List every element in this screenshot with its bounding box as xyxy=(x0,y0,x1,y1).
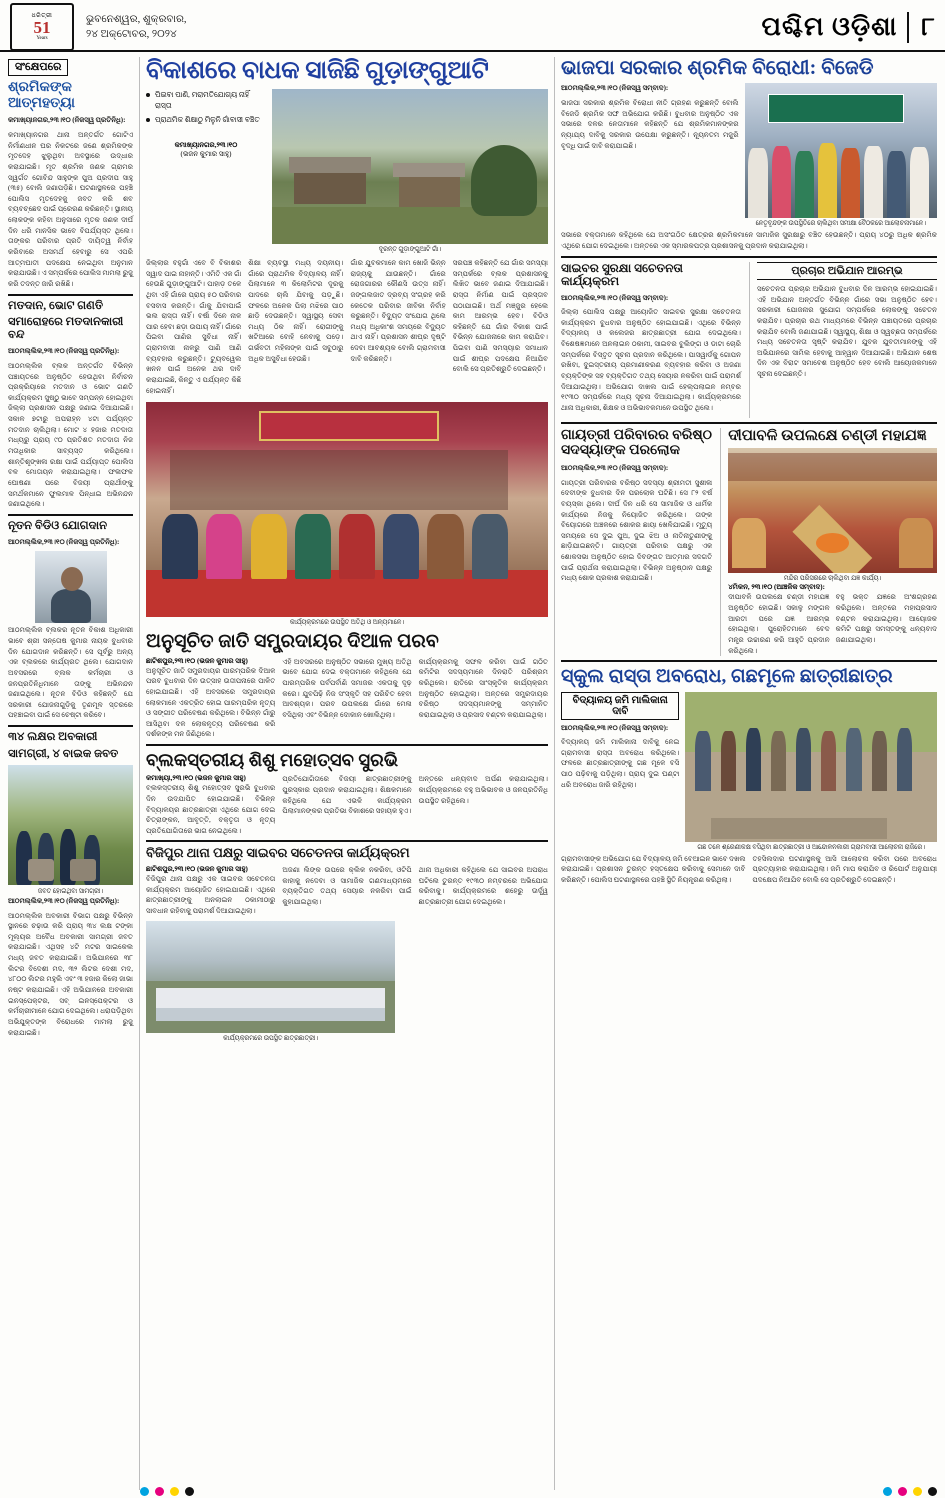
brief-2-text: ଆଠମଲ୍ଲିକ ବ୍ଲକ ଅନ୍ତର୍ଗତ ବିଭିନ୍ନ ପଞ୍ଚାୟତରେ ଅନୁଷ୍ଠିତ ହେଉଥିବା ନିର୍ବାଚନ ପ୍ରକ୍ରିୟାରେ ମତଦାନ ଓ ଭୋଟ ଗଣତି କାର୍ଯ୍ୟକ୍ରମ ସୁଷ୍ଠୁ ଭାବେ ସମ୍ପନ୍ନ ହୋଇଥିବା ଜିଲ୍ଲା ପ୍ରଶାସନ ପକ୍ଷରୁ ଜଣାଇ ଦିଆଯାଇଛି। ସକାଳ ୭ଟାରୁ ଅପରାହ୍ନ ୪ଟା ପର୍ଯ୍ୟନ୍ତ ମତଦାନ ଚାଲିଥିଲା। ମୋଟ ୪ ହଜାର ମତଦାତା ମଧ୍ୟରୁ ପ୍ରାୟ ୯୦ ପ୍ରତିଶତ ମତଦାତା ନିଜ ମତାଧିକାର ସାବ୍ୟସ୍ତ କରିଥିଲେ। ଶାନ୍ତିଶୃଙ୍ଖଳା ରକ୍ଷା ପାଇଁ ପର୍ଯ୍ୟାପ୍ତ ପୋଲିସ ବଳ ମୋତାୟନ କରାଯାଇଥିଲା। ଫଳାଫଳ ଘୋଷଣା ପରେ ବିଜୟୀ ପ୍ରାର୍ଥୀଙ୍କୁ ସମର୍ଥକମାନେ ଫୁଲମାଳ ପିନ୍ଧାଇ ଅଭିନନ୍ଦନ ଜଣାଇଥିଲେ। xyxy=(8,361,133,509)
bottom-col-2: ଅଜଣା ଲିଙ୍କ ଉପରେ କ୍ଲିକ ନକରିବା, ଓଟିପି କାହାକୁ ନଦେବା ଓ ସାମାଜିକ ଗଣମାଧ୍ୟମରେ ବ୍ୟକ୍ତିଗତ ତଥ୍ୟ ସେୟାର ନକରିବା ପାଇଁ କୁହାଯାଇଥିଲା। xyxy=(282,865,412,906)
protest-text-columns xyxy=(561,854,937,886)
protest-col-2: ଗ୍ରାମବାସୀଙ୍କ ଅଭିଯୋଗ ଯେ ବିଦ୍ୟାଳୟ ଜମି ବେଆଇନ ଭାବେ ଦଖଲ କରାଯାଇଛି। ପ୍ରଶାସନ ତୁରନ୍ତ ହସ୍ତକ୍ଷେପ କରିବାକୁ ସେମାନେ ଦାବି କରିଛନ୍ତି। ପୋଲିସ ଘଟଣାସ୍ଥଳରେ ପହଞ୍ଚି ସ୍ଥିତି ନିୟନ୍ତ୍ରଣ କରିଥିଲା। xyxy=(561,854,746,884)
dateline xyxy=(86,12,187,42)
brief-2-headline: ମତଦାନ, ଭୋଟ ଗଣତି xyxy=(8,299,104,312)
protest-photo xyxy=(685,692,937,842)
mid-dateline: ଛାଟିଶପୁର,୨୩।୧୦ (ଭଜନ କୁମାର ସାହୁ) xyxy=(146,656,248,665)
puja-article xyxy=(720,428,937,657)
puja-photo-caption: ମନ୍ଦିର ପରିସରରେ ଚାଲିଥିବା ଯଜ୍ଞ କାର୍ଯ୍ୟ। xyxy=(783,575,882,583)
footer-registration-dots-right xyxy=(0,1484,945,1498)
lead-text-columns xyxy=(146,258,548,396)
brief-4-headline: ୩୪ ଲକ୍ଷର ଅବକାରୀ xyxy=(8,731,98,744)
brief-3-headline: ନୂତନ ବିଡିଓ ଯୋଗଦାନ xyxy=(8,519,108,532)
puja-dateline: ୪ମିକନ, ୨୩।୧୦ (ଆଞ୍ଚଳିକ ସମ୍ବାଦ): xyxy=(728,583,825,592)
protest-left xyxy=(561,692,679,852)
lead-col-3: ଗାଁର ଯୁବକମାନେ କାମ ଖୋଜି ଭିନ୍ନ ରାଜ୍ୟକୁ ଯାଉଛନ୍ତି। ଗାଁରେ ରୋଜଗାରର କୌଣସି ଉତ୍ସ ନାହିଁ। ଜଙ୍ଗଲଜାତ ଦ୍ରବ୍ୟ ସଂଗ୍ରହ କରି କେତେକ ପରିବାର ଜୀବିକା ନିର୍ବାହ କରୁଛନ୍ତି। ବିଦ୍ୟୁତ ସଂଯୋଗ ଥିଲେ ମଧ୍ୟ ଅଧିକାଂଶ ସମୟରେ ବିଦ୍ୟୁତ ଥାଏ ନାହିଁ। ପ୍ରଶାସନ ଶୀଘ୍ର ଦୃଷ୍ଟି ଦେବା ଆବଶ୍ୟକ ବୋଲି ଗ୍ରାମବାସୀ ଦାବି କରିଛନ୍ତି। xyxy=(350,259,446,363)
protest-photo-caption: ଗଛ ତଳେ ଶ୍ରେଣୀକକ୍ଷ ବସିଥିବା ଛାତ୍ରଛାତ୍ରୀ ଓ ଆନ୍ଦୋଳନକାରୀ ଗ୍ରାମବାସୀ ଆଲୋଚନା ରାଜିରେ। xyxy=(697,843,926,851)
mid-photo xyxy=(146,402,548,617)
mid-photo-caption: କାର୍ଯ୍ୟକ୍ରମରେ ଉପସ୍ଥିତ ଅତିଥି ଓ ଅନ୍ୟମାନେ। xyxy=(289,619,405,627)
brief-section-label: ସଂକ୍ଷେପରେ xyxy=(8,59,68,76)
bottom-col-3: ଥାନା ଅଧିକାରୀ କହିଥିଲେ ଯେ ସାଇବର ଅପରାଧ ଘଟିଲେ ତୁରନ୍ତ ୧୯୩୦ ନମ୍ବରରେ ଅଭିଯୋଗ କରିବାକୁ। କାର୍ଯ୍ୟକ୍ରମରେ ଶହେରୁ ଊର୍ଦ୍ଧ୍ୱ ଛାତ୍ରଛାତ୍ରୀ ଯୋଗ ଦେଇଥିଲେ। xyxy=(418,865,548,906)
brief-1-body xyxy=(8,115,133,289)
page-number: ୮ xyxy=(907,12,935,43)
bottom-dateline: ଛାଟିଶପୁର,୨୩।୧୦ (ଭଜନ କୁମାର ସାହୁ) xyxy=(146,864,248,873)
bottom-photo xyxy=(146,921,395,1033)
right-mid-block xyxy=(561,262,937,418)
mid-col-3: କାର୍ଯ୍ୟକ୍ରମକୁ ସଫଳ କରିବା ପାଇଁ ଗଠିତ କମିଟିର ସଦସ୍ୟମାନେ ଦିନରାତି ପରିଶ୍ରମ କରିଥିଲେ। ରାତିରେ ସାଂସ୍କୃତିକ କାର୍ଯ୍ୟକ୍ରମ ଅନୁଷ୍ଠିତ ହୋଇଥିଲା। ଅନ୍ତରେ ସମ୍ପ୍ରଦାୟର ବରିଷ୍ଠ ସଦସ୍ୟମାନଙ୍କୁ ସମ୍ମାନିତ କରାଯାଇଥିଲା ଓ ପ୍ରସାଦ ବଣ୍ଟନ କରାଯାଇଥିଲା। xyxy=(418,657,548,719)
lead-col-4: ସରପଞ୍ଚ କହିଛନ୍ତି ଯେ ଗାଁର ସମସ୍ୟା ସମ୍ପର୍କରେ ବ୍ଲକ ପ୍ରଶାସନକୁ ଲିଖିତ ଭାବେ ଜଣାଇ ଦିଆଯାଇଛି। ରାସ୍ତା ନିର୍ମାଣ ପାଇଁ ପ୍ରସ୍ତାବ ପଠାଯାଇଛି। ଅର୍ଥ ମଞ୍ଜୁର ହେଲେ କାମ ଆରମ୍ଭ ହେବ। ବିଡିଓ କହିଛନ୍ତି ଯେ ଗାଁର ବିକାଶ ପାଇଁ ବିଭିନ୍ନ ଯୋଜନାରେ କାମ କରାଯିବ। ପିଇବା ପାଣି ସମସ୍ୟାର ସମାଧାନ ପାଇଁ ଶୀଘ୍ର ପଦକ୍ଷେପ ନିଆଯିବ ବୋଲି ସେ ପ୍ରତିଶ୍ରୁତି ଦେଇଛନ୍ତି। xyxy=(452,259,548,374)
lower-col-2: ପ୍ରତିଯୋଗିତାରେ ବିଜୟୀ ଛାତ୍ରଛାତ୍ରୀଙ୍କୁ ପୁରସ୍କାର ପ୍ରଦାନ କରାଯାଇଥିଲା। ଶିକ୍ଷକମାନେ କହିଥିଲେ ଯେ ଏଭଳି କାର୍ଯ୍ୟକ୍ରମ ପିଲାମାନଙ୍କର ପ୍ରତିଭା ବିକାଶରେ ସହାୟକ ହୁଏ। xyxy=(282,775,412,816)
right-mid-left-text: ଜିଲ୍ଲା ପୋଲିସ ପକ୍ଷରୁ ଆୟୋଜିତ ସାଇବର ସୁରକ୍ଷା ସଚେତନତା କାର୍ଯ୍ୟକ୍ରମ ବୁଧବାର ଅନୁଷ୍ଠିତ ହୋଇଯାଇଛି। ଏଥିରେ ବିଭିନ୍ନ ବିଦ୍ୟାଳୟ ଓ କଲେଜର ଛାତ୍ରଛାତ୍ରୀ ଯୋଗ ଦେଇଥିଲେ। ବିଶେଷଜ୍ଞମାନେ ଅନଲାଇନ ଠକାମୀ, ସାଇବର ବୁଲିଙ୍ଗ ଓ ଡାଟା ଚୋରି ସମ୍ପର୍କରେ ବିସ୍ତୃତ ସୂଚନା ପ୍ରଦାନ କରିଥିଲେ। ପାସୱାର୍ଡକୁ ଗୋପନ ରଖିବା, ଦୁଇସ୍ତରୀୟ ପ୍ରମାଣୀକରଣ ବ୍ୟବହାର କରିବା ଓ ଅଜଣା ବ୍ୟକ୍ତିଙ୍କ ସହ ବ୍ୟକ୍ତିଗତ ତଥ୍ୟ ସେୟାର ନକରିବା ପାଇଁ ପରାମର୍ଶ ଦିଆଯାଇଥିଲା। ଅଭିଯୋଗ ଦାଖଲ ପାଇଁ ହେଲ୍ପଲାଇନ ନମ୍ବର ୧୯୩୦ ସମ୍ପର୍କରେ ମଧ୍ୟ ସୂଚନା ଦିଆଯାଇଥିଲା। କାର୍ଯ୍ୟକ୍ରମରେ ଥାନା ଅଧିକାରୀ, ଶିକ୍ଷକ ଓ ଅଭିଭାବକମାନେ ଉପସ୍ଥିତ ଥିଲେ। xyxy=(561,308,741,412)
brief-2-subheadline: ସମାରୋହରେ ମତଦାନକାରୀ ବନ୍ଦ xyxy=(8,316,124,342)
right-top-headline: ଭାଜପା ସରକାର ଶ୍ରମିକ ବିରୋଧୀ: ବିଜେଡି xyxy=(561,57,874,79)
brief-4-body xyxy=(8,896,133,1038)
mid-col-2: ଏହି ଅବସରରେ ଅନୁଷ୍ଠିତ ସଭାରେ ମୁଖ୍ୟ ଅତିଥି ଭାବେ ଯୋଗ ଦେଇ ବକ୍ତାମାନେ କହିଥିଲେ ଯେ ପାରମ୍ପରିକ ପର୍ବପର୍ବାଣି ସମାଜର ଏକତାକୁ ଦୃଢ଼ କରେ। ଯୁବପିଢ଼ି ନିଜ ସଂସ୍କୃତି ସହ ପରିଚିତ ହେବା ଆବଶ୍ୟକ। ପରବ ଉପଲକ୍ଷେ ଗାଁରେ ମେଳା ବସିଥିଲା ଏବଂ ବିଭିନ୍ନ ଦୋକାନ ଖୋଲିଥିଲା। xyxy=(282,657,412,719)
lower-col-3: ଅନ୍ତରେ ଧନ୍ୟବାଦ ଅର୍ପଣ କରାଯାଇଥିଲା। କାର୍ଯ୍ୟକ୍ରମରେ ବହୁ ଅଭିଭାବକ ଓ ଜନପ୍ରତିନିଧି ଉପସ୍ଥିତ ରହିଥିଲେ। xyxy=(418,775,548,805)
right-mid-right xyxy=(749,262,937,418)
lead-byline: (ଭଜନ କୁମାର ସାହୁ) xyxy=(180,150,232,159)
brief-4-photo-caption: ଜବତ ହୋଇଥିବା ସାମଗ୍ରୀ। xyxy=(37,887,104,895)
brief-4-subheadline: ସାମଗ୍ରୀ, ୪ ବାଇକ ଜବତ xyxy=(8,747,119,760)
masthead xyxy=(0,0,945,52)
mid-headline: ଅନୁସୂଚିତ ଜାତି ସମ୍ପ୍ରଦାୟର ଦିଆଳ ପରବ xyxy=(146,631,439,653)
left-column xyxy=(8,57,140,1490)
brief-3-dateline: ଆଠମଲ୍ଲିକ,୨୩।୧୦ (ନିଜସ୍ୱ ପ୍ରତିନିଧି): xyxy=(8,537,120,546)
brief-1-text: କମାଖ୍ୟାନଗର ଥାନା ଅନ୍ତର୍ଗତ ଗୋଟିଏ ନିର୍ମାଣଧୀନ ଘର ନିକଟରେ ଜଣେ ଶ୍ରମିକଙ୍କ ମୃତଦେହ ଝୁଲୁଥିବା ଅବସ୍ଥାରେ ଉଦ୍ଧାର କରାଯାଇଛି। ମୃତ ଶ୍ରମିକ ଜଣକ ଗ୍ରାମର ସ୍ୱର୍ଗତ ଗୋବିନ୍ଦ ସାହୁଙ୍କ ପୁଅ ପ୍ରଦୀପ ସାହୁ (୩୫) ବୋଲି ଜଣାପଡ଼ିଛି। ଘଟଣାସ୍ଥଳରେ ପହଞ୍ଚି ପୋଲିସ ମୃତଦେହକୁ ଜବତ କରି ଶବ ବ୍ୟବଚ୍ଛେଦ ପାଇଁ ପ୍ରେରଣ କରିଛନ୍ତି। ସ୍ଥାନୀୟ ଲୋକଙ୍କ କହିବା ଅନୁସାରେ ମୃତକ ଜଣକ ଦୀର୍ଘ ଦିନ ଧରି ମାନସିକ ଭାବେ ବିପର୍ଯ୍ୟସ୍ତ ଥିଲେ। ତାଙ୍କର ପରିବାର ପ୍ରତି ଦାୟିତ୍ୱ ନିର୍ବାହ କରିବାରେ ଅସମର୍ଥ ହେବାରୁ ସେ ଏପରି ଆତ୍ମଘାତୀ ପଦକ୍ଷେପ ନେଇଥିବା ଅନୁମାନ କରାଯାଉଛି। ଏ ସମ୍ପର୍କରେ ପୋଲିସ ମାମଲା ରୁଜୁ କରି ତଦନ୍ତ ଜାରି ରଖିଛି। xyxy=(8,130,133,288)
logo-anniversary-number: 51 xyxy=(33,18,51,37)
puja-col-1: ଦୀପାବଳି ଉପଲକ୍ଷେ ଚଣ୍ଡୀ ମହାଯଜ୍ଞ ଅନୁଷ୍ଠିତ ହୋଇଛି। ସକାଳୁ ମଙ୍ଗଳ ଆରତୀ ପରେ ଯଜ୍ଞ ଆରମ୍ଭ ହୋଇଥିଲା। ପୁରୋହିତମାନେ ବେଦ ମନ୍ତ୍ର ଉଚ୍ଚାରଣ କରି ଆହୁତି ପ୍ରଦାନ କରିଥିଲେ। xyxy=(728,593,830,655)
lead-bullets-and-dateline xyxy=(146,89,266,254)
section-title: ପଶ୍ଚିମ ଓଡ଼ିଶା xyxy=(761,11,898,41)
right-top-photo xyxy=(745,83,937,218)
protest-col-1: ବିଦ୍ୟାଳୟ ଜମି ମାଲିକାନା ଦାବିକୁ ନେଇ ଗ୍ରାମବାସୀ ରାସ୍ତା ଅବରୋଧ କରିଥିଲେ। ଫଳରେ ଛାତ୍ରଛାତ୍ରୀଙ୍କୁ ଗଛ ମୂଳେ ବସି ପାଠ ପଢ଼ିବାକୁ ପଡ଼ିଥିଲା। ପ୍ରାୟ ଦୁଇ ଘଣ୍ଟା ଧରି ଅବରୋଧ ଜାରି ରହିଥିଲା। xyxy=(561,738,680,789)
right-top-photo-caption: ନେତୃବୃନ୍ଦଙ୍କ ଉପସ୍ଥିତିରେ ଚାଲିଥିବା ସମୀକ୍ଷା ବୈଠକରେ ଆଲୋଚନାମାନେ। xyxy=(755,220,926,228)
brief-4-photo xyxy=(8,765,133,885)
right-mid-right-text: ସଚେତନତା ପ୍ରଚାର ଅଭିଯାନ ବୁଧବାର ଦିନ ଆରମ୍ଭ ହୋଇଯାଇଛି। ଏହି ଅଭିଯାନ ଅନ୍ତର୍ଗତ ବିଭିନ୍ନ ଗାଁରେ ସଭା ଅନୁଷ୍ଠିତ ହେବ। ସରକାରୀ ଯୋଜନାର ସୁଯୋଗ ସମ୍ପର୍କରେ ଲୋକଙ୍କୁ ସଚେତନ କରାଯିବ। ପ୍ରଚାର ରଥ ମାଧ୍ୟମରେ ବିଭିନ୍ନ ପଞ୍ଚାୟତରେ ପ୍ରଚାର କରାଯିବ ବୋଲି ଜଣାଯାଇଛି। ସ୍ୱାସ୍ଥ୍ୟ, ଶିକ୍ଷା ଓ ସ୍ୱଚ୍ଛତା ସମ୍ପର୍କରେ ମଧ୍ୟ ସଚେତନତା ସୃଷ୍ଟି କରାଯିବ। ଯୁବକ ଯୁବତୀମାନଙ୍କୁ ଏହି ଅଭିଯାନରେ ସାମିଲ ହେବାକୁ ଆହ୍ୱାନ ଦିଆଯାଇଛି। ଅଭିଯାନ ଶେଷ ଦିନ ଏକ ବିରାଟ ସମାବେଶ ଅନୁଷ୍ଠିତ ହେବ ବୋଲି ଆୟୋଜକମାନେ ସୂଚନା ଦେଇଛନ୍ତି। xyxy=(757,284,937,379)
dateline-date: ୨୪ ଅକ୍ଟୋବର, ୨୦୨୪ xyxy=(86,29,177,40)
logo-years-label: Years xyxy=(36,36,48,41)
right-column xyxy=(555,57,937,1490)
lead-headline: ବିକାଶରେ ବାଧକ ସାଜିଛି ଗୁଡ଼ାଙ୍ଗୁଆଟି xyxy=(146,57,489,84)
brief-2-dateline: ଆଠମଲ୍ଲିକ,୨୩।୧୦ (ନିଜସ୍ୱ ପ୍ରତିନିଧି): xyxy=(8,347,120,356)
bottom-text-columns xyxy=(146,865,548,917)
bottom-col-1: ବିଜିପୁର ଥାନା ପକ୍ଷରୁ ଏକ ସାଇବର ସଚେତନତା କାର୍ଯ୍ୟକ୍ରମ ଆୟୋଜିତ ହୋଇଯାଇଛି। ଏଥିରେ ଛାତ୍ରଛାତ୍ରୀଙ୍କୁ ଅନଲାଇନ ଠକାମୀଠାରୁ ସାବଧାନ ରହିବାକୁ ପରାମର୍ଶ ଦିଆଯାଇଥିଲା। xyxy=(146,874,276,915)
lead-top-block xyxy=(146,89,548,254)
obituary-headline: ଗାୟତ୍ରୀ ପରିବାରର ବରିଷ୍ଠ ସଦସ୍ୟାଙ୍କ ପରଲୋକ xyxy=(561,427,713,459)
mid-text-columns xyxy=(146,657,548,740)
page-body xyxy=(0,52,945,1490)
lower-col-1: ବ୍ଲକସ୍ତରୀୟ ଶିଶୁ ମହୋତ୍ସବ ସୁରଭି ବୁଧବାର ଦିନ ଉଦଯାପିତ ହୋଇଯାଇଛି। ବିଭିନ୍ନ ବିଦ୍ୟାଳୟର ଛାତ୍ରଛାତ୍ରୀ ଏଥିରେ ଯୋଗ ଦେଇ ଚିତ୍ରାଙ୍କନ, ଆବୃତ୍ତି, ବକ୍ତୃତା ଓ ନୃତ୍ୟ ପ୍ରତିଯୋଗିତାରେ ଭାଗ ନେଇଥିଲେ। xyxy=(146,784,276,835)
right-mid-left-headline: ସାଇବର ସୁରକ୍ଷା ସଚେତନତା କାର୍ଯ୍ୟକ୍ରମ xyxy=(561,260,683,289)
brief-1-headline: ଶ୍ରମିକଙ୍କ ଆତ୍ମହତ୍ୟା xyxy=(8,80,75,111)
brief-2-body xyxy=(8,346,133,510)
lead-photo-caption: ଦୂରନ୍ତ ଗୁଡ଼ାଙ୍ଗୁଆଟି ଗାଁ। xyxy=(378,246,442,253)
protest-col-3: ତହସିଲଦାର ଘଟଣାସ୍ଥଳକୁ ଆସି ଆଲୋଚନା କରିବା ପରେ ଅବରୋଧ ପ୍ରତ୍ୟାହାର କରାଯାଇଥିଲା। ଜମି ମାପ କରାଯିବ ଓ ରିପୋର୍ଟ ଅନୁଯାୟୀ ପଦକ୍ଷେପ ନିଆଯିବ ବୋଲି ସେ ପ୍ରତିଶ୍ରୁତି ଦେଇଛନ୍ତି। xyxy=(752,854,937,884)
lead-col-1: ଜିଲ୍ଲାର ବହୁଗାଁ ଏବେ ବି ବିକାଶର ସ୍ୱାଦ ପାଇ ନାହାନ୍ତି। ଏମିତି ଏକ ଗାଁ ହେଉଛି ଗୁଡ଼ାଙ୍ଗୁଆଟି। ପାହାଡ଼ ତଳେ ଥିବା ଏହି ଗାଁରେ ପ୍ରାୟ ୫୦ ପରିବାର ବସବାସ କରନ୍ତି। ଗାଁକୁ ଯିବାପାଇଁ ଭଲ ରାସ୍ତା ନାହିଁ। ବର୍ଷା ଦିନେ ନାଳ ପାର ହେବା ଛଡ଼ା ଉପାୟ ନାହିଁ। ଗାଁରେ ପିଇବା ପାଣିର ସୁବିଧା ନାହିଁ। ଗ୍ରାମବାସୀ ନାଳରୁ ପାଣି ଆଣି ବ୍ୟବହାର କରୁଛନ୍ତି। ଟ୍ୟୁବୱେଲ ଖନନ ପାଇଁ ଅନେକ ଥର ଦାବି କରାଯାଇଛି, କିନ୍ତୁ ଏ ପର୍ଯ୍ୟନ୍ତ କିଛି ହୋଇନାହିଁ। xyxy=(146,259,242,395)
protest-sub-box: ବିଦ୍ୟାଳୟ ଜମି ମାଲିକାନା ଦାବି xyxy=(561,692,679,720)
right-mid-left xyxy=(561,262,741,418)
obituary-dateline: ଆଠମଲ୍ଲିକ,୨୩।୧୦ (ନିଜସ୍ୱ ସମ୍ବାଦ): xyxy=(561,463,669,472)
brief-3-photo xyxy=(35,551,107,623)
lead-bullets xyxy=(146,89,266,125)
masthead-right xyxy=(762,12,935,43)
obituary xyxy=(561,428,712,657)
right-top-text xyxy=(561,83,739,228)
dateline-place: ଭୁବନେଶ୍ୱର, ଶୁକ୍ରବାର, xyxy=(86,13,187,25)
publication-logo xyxy=(10,3,74,51)
bottom-headline: ବିଜିପୁର ଥାନା ପକ୍ଷରୁ ସାଇବର ସଚେତନତା କାର୍ଯ୍ୟକ୍ରମ xyxy=(146,845,410,861)
lead-col-2: ଶିକ୍ଷା ବ୍ୟବସ୍ଥା ମଧ୍ୟ ଦୟନୀୟ। ଗାଁରେ ପ୍ରାଥମିକ ବିଦ୍ୟାଳୟ ନାହିଁ। ପିଲାମାନେ ୩ କିଲୋମିଟର ଦୂରକୁ ପାଦରେ ଚାଲି ଯିବାକୁ ପଡ଼ୁଛି। ଫଳରେ ଅନେକ ପିଲା ମଝିରେ ପାଠ ଛାଡ଼ି ଦେଉଛନ୍ତି। ସ୍ୱାସ୍ଥ୍ୟ ସେବା ମଧ୍ୟ ଠିକ ନାହିଁ। ରୋଗୀଙ୍କୁ ଖଟିଆରେ ବୋହି ନେବାକୁ ପଡ଼େ। ଗର୍ଭବତୀ ମହିଳାଙ୍କ ପାଇଁ ସବୁଠାରୁ ଅଧିକ ଅସୁବିଧା ହେଉଛି। xyxy=(248,259,344,363)
puja-headline: ଦୀପାବଳି ଉପଲକ୍ଷେ ଚଣ୍ଡୀ ମହାଯଜ୍ଞ xyxy=(728,427,927,444)
logo-title: ଧରିତ୍ରୀ xyxy=(31,13,53,19)
protest-headline: ସ୍କୁଲ ରାସ୍ତା ଅବରୋଧ, ଗଛମୂଳେ ଛାତ୍ରୀଛାତ୍ର xyxy=(561,666,893,688)
right-lower-block xyxy=(561,428,937,657)
obituary-text: ଗାୟତ୍ରୀ ପରିବାରର ବରିଷ୍ଠ ସଦସ୍ୟା ଶ୍ରୀମତୀ ସୁଶୀଳା ଦେବୀଙ୍କ ବୁଧବାର ଦିନ ପରଲୋକ ଘଟିଛି। ସେ ୮୨ ବର୍ଷ ବୟସ୍କା ଥିଲେ। ଦୀର୍ଘ ଦିନ ଧରି ସେ ସାମାଜିକ ଓ ଧାର୍ମିକ କାର୍ଯ୍ୟରେ ନିଜକୁ ନିୟୋଜିତ କରିଥିଲେ। ତାଙ୍କ ବିୟୋଗରେ ଅଞ୍ଚଳରେ ଶୋକର ଛାୟା ଖେଳିଯାଇଛି। ମୃତ୍ୟୁ ସମୟରେ ସେ ଦୁଇ ପୁଅ, ଦୁଇ ଝିଅ ଓ ନାତିନାତୁଣୀଙ୍କୁ ଛାଡ଼ିଯାଇଛନ୍ତି। ଗାୟତ୍ରୀ ପରିବାର ପକ୍ଷରୁ ଏକ ଶୋକସଭା ଅନୁଷ୍ଠିତ ହୋଇ ଦିବଙ୍ଗତ ଆତ୍ମାର ସଦଗତି ପାଇଁ ପ୍ରାର୍ଥନା କରାଯାଇଥିଲା। ବିଭିନ୍ନ ଅନୁଷ୍ଠାନ ପକ୍ଷରୁ ମଧ୍ୟ ଶୋକ ପ୍ରକାଶ କରାଯାଇଛି। xyxy=(561,478,713,583)
brief-3-text: ଆଠମଲ୍ଲିକ ବ୍ଲକର ନୂତନ ବିକାଶ ଅଧିକାରୀ ଭାବେ ଶ୍ରୀ ସନ୍ତୋଷ କୁମାର ନାୟକ ବୁଧବାର ଦିନ ଯୋଗଦାନ କରିଛନ୍ତି। ସେ ପୂର୍ବରୁ ଅନ୍ୟ ଏକ ବ୍ଲକରେ କାର୍ଯ୍ୟରତ ଥିଲେ। ଯୋଗଦାନ ଅବସରରେ ବ୍ଲକ କର୍ମଚାରୀ ଓ ଜନପ୍ରତିନିଧିମାନେ ତାଙ୍କୁ ଅଭିନନ୍ଦନ ଜଣାଇଥିଲେ। ନୂତନ ବିଡିଓ କହିଛନ୍ତି ଯେ ସରକାରୀ ଯୋଜନାଗୁଡ଼ିକୁ ତୃଣମୂଳ ସ୍ତରରେ ପହଞ୍ଚାଇବା ପାଇଁ ସେ ଚେଷ୍ଟା କରିବେ। xyxy=(8,626,133,720)
right-top-col-1: ଭାଜପା ସରକାର ଶ୍ରମିକ ବିରୋଧୀ ନୀତି ଗ୍ରହଣ କରୁଛନ୍ତି ବୋଲି ବିଜେଡି ଶ୍ରମିକ ସଙ୍ଘ ଅଭିଯୋଗ କରିଛି। ବୁଧବାର ଅନୁଷ୍ଠିତ ଏକ ସଭାରେ ଦଳର ନେତାମାନେ କହିଛନ୍ତି ଯେ ଶ୍ରମିକମାନଙ୍କର ନ୍ୟାଯ୍ୟ ଦାବିକୁ ସରକାର ଉପେକ୍ଷା କରୁଛନ୍ତି। ନ୍ୟୂନତମ ମଜୁରି ବୃଦ୍ଧି ପାଇଁ ଦାବି କରାଯାଇଛି। xyxy=(561,99,739,150)
puja-photo xyxy=(728,448,937,573)
lead-dateline: କମାଖ୍ୟାନଗର,୨୩।୧୦ xyxy=(174,141,238,150)
lead-bullet-2: ପ୍ରାଥମିକ ଶିକ୍ଷାଠୁ ମିଳୁନି ଗାଁବାସୀ ବଞ୍ଚିତ xyxy=(146,114,266,125)
right-top-col-2: ସଭାରେ ବକ୍ତାମାନେ କହିଥିଲେ ଯେ ଅସଂଗଠିତ କ୍ଷେତ୍ରର ଶ୍ରମିକମାନେ ସାମାଜିକ ସୁରକ୍ଷାରୁ ବଞ୍ଚିତ ହେଉଛନ୍ତି। ପ୍ରାୟ ୪୦ରୁ ଅଧିକ ଶ୍ରମିକ ଏଥିରେ ଯୋଗ ଦେଇଥିଲେ। ଅନ୍ତରେ ଏକ ସ୍ମାରକପତ୍ର ପ୍ରଶାସନକୁ ପ୍ରଦାନ କରାଯାଇଥିଲା। xyxy=(561,231,937,251)
lower-headline: ବ୍ଲକସ୍ତରୀୟ ଶିଶୁ ମହୋତ୍ସବ ସୁରଭି xyxy=(146,750,398,771)
brief-4-text: ଆଠମଲ୍ଲିକ ଅବକାରୀ ବିଭାଗ ପକ୍ଷରୁ ବିଭିନ୍ନ ସ୍ଥାନରେ ଚଢ଼ାଉ କରି ପ୍ରାୟ ୩୪ ଲକ୍ଷ ଟଙ୍କା ମୂଲ୍ୟର ଅବୈଧ ଅବକାରୀ ସାମଗ୍ରୀ ଜବତ କରାଯାଇଛି। ଏଥିସହ ୪ଟି ମଟର ସାଇକେଲ ମଧ୍ୟ ଜବତ କରାଯାଇଛି। ଅଭିଯାନରେ ୩୮ ଲିଟର ବିଦେଶୀ ମଦ, ୩୨ ଲିଟର ଦେଶୀ ମଦ, ୪୮୦୦ ଲିଟର ମହୁଲି ଏବଂ ୩ ହଜାର କିଲୋ ଜାଭା ନଷ୍ଟ କରାଯାଇଛି। ଏହି ଅଭିଯାନରେ ଅବକାରୀ ଇନସ୍ପେକ୍ଟର, ସବ୍‌ ଇନସ୍ପେକ୍ଟର ଓ କର୍ମଚାରୀମାନେ ଯୋଗ ଦେଇଥିଲେ। ଧରାପଡ଼ିଥିବା ଅଭିଯୁକ୍ତଙ୍କ ବିରୋଧରେ ମାମଲା ରୁଜୁ କରାଯାଇଛି। xyxy=(8,911,133,1037)
mid-col-1: ଅନୁସୂଚିତ ଜାତି ସମ୍ପ୍ରଦାୟର ପାରମ୍ପରିକ ଦିଆଳ ପରବ ବୁଧବାର ଦିନ ଉତ୍ସାହ ଉଦ୍ଦୀପନାରେ ପାଳିତ ହୋଇଯାଇଛି। ଏହି ଅବସରରେ ସମ୍ପ୍ରଦାୟର ଲୋକମାନେ ଏକତ୍ରିତ ହୋଇ ପାରମ୍ପରିକ ନୃତ୍ୟ ଓ ସଙ୍ଗୀତ ପରିବେଷଣ କରିଥିଲେ। ବିଭିନ୍ନ ଗାଁରୁ ଆସିଥିବା ଦଳ ଲୋକନୃତ୍ୟ ପରିବେଷଣ କରି ଦର୍ଶକଙ୍କ ମନ ଜିଣିଥିଲେ। xyxy=(146,666,276,739)
puja-col-2: ବହୁ ଭକ୍ତ ଯଜ୍ଞରେ ଅଂଶଗ୍ରହଣ କରିଥିଲେ। ଅନ୍ତରେ ମହାପ୍ରସାଦ ବଣ୍ଟନ କରାଯାଇଥିଲା। ଆୟୋଜକ କମିଟି ପକ୍ଷରୁ ସମସ୍ତଙ୍କୁ ଧନ୍ୟବାଦ ଜଣାଯାଇଥିଲା। xyxy=(835,593,937,644)
right-top-block xyxy=(561,83,937,228)
lead-bullet-1: ପିଇବା ପାଣି, ମରାମତିଯୋଗ୍ୟ ନାହିଁ ରାସ୍ତା xyxy=(146,89,266,111)
right-mid-right-headline: ପ୍ରଚାର ଅଭିଯାନ ଆରମ୍ଭ xyxy=(757,262,937,280)
brief-3-body xyxy=(8,537,133,548)
lead-photo xyxy=(272,89,548,244)
brief-1-dateline: କମାଖ୍ୟାନଗର,୨୩।୧୦ (ନିଜସ୍ୱ ପ୍ରତିନିଧି): xyxy=(8,116,126,125)
right-mid-left-dateline: ଆଠମଲ୍ଲିକ,୨୩।୧୦ (ନିଜସ୍ୱ ସମ୍ବାଦ): xyxy=(561,293,669,302)
brief-4-dateline: ଆଠମଲ୍ଲିକ,୨୩।୧୦ (ନିଜସ୍ୱ ପ୍ରତିନିଧି): xyxy=(8,896,120,905)
bottom-photo-caption: କାର୍ଯ୍ୟକ୍ରମରେ ଉପସ୍ଥିତ ଛାତ୍ରଛାତ୍ରୀ। xyxy=(223,1034,319,1042)
lower-text-columns xyxy=(146,774,548,836)
right-top-dateline: ଆଠମଲ୍ଲିକ,୨୩।୧୦ (ନିଜସ୍ୱ ସମ୍ବାଦ): xyxy=(561,84,669,93)
lower-dateline: କମାଖ୍ୟା,୨୩।୧୦ (ଭଜନ କୁମାର ସାହୁ) xyxy=(146,774,246,783)
protest-dateline: ଆଠମଲ୍ଲିକ,୨୩।୧୦ (ନିଜସ୍ୱ ସମ୍ବାଦ): xyxy=(561,723,669,732)
protest-block xyxy=(561,692,937,852)
center-column xyxy=(140,57,555,1490)
